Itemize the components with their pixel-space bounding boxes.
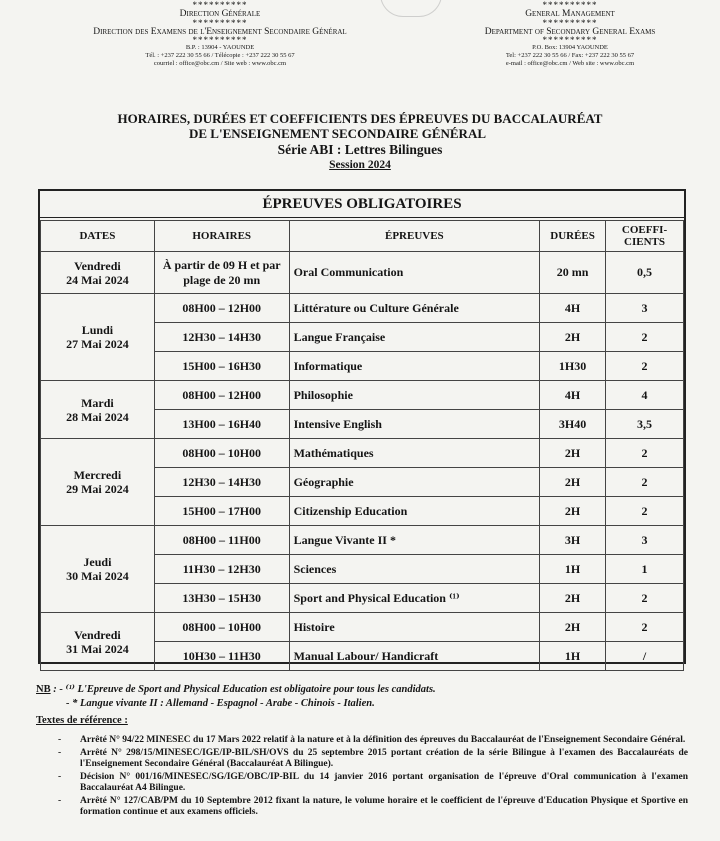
header-left-stars3: ********** bbox=[192, 35, 248, 45]
title-serie: Série ABI : Lettres Bilingues bbox=[277, 142, 443, 157]
date-value: 24 Mai 2024 bbox=[66, 272, 129, 287]
cell-horaire: 11H30 – 12H30 bbox=[154, 555, 289, 584]
date-day: Jeudi bbox=[83, 555, 112, 569]
cell-duree: 2H bbox=[540, 468, 606, 497]
cell-epreuve: Histoire bbox=[289, 613, 540, 642]
cell-duree: 20 mn bbox=[540, 252, 606, 294]
cell-coefficient: 2 bbox=[606, 613, 684, 642]
reference-text: Arrêté N° 94/22 MINESEC du 17 Mars 2022 relatif à la nature et à la définition des épreuves du Baccalauréat de l'Enseignement Secondaire Général. bbox=[80, 735, 686, 745]
cell-epreuve: Intensive English bbox=[289, 410, 540, 439]
cell-duree: 3H bbox=[540, 526, 606, 555]
reference-text: Décision N° 001/16/MINESEC/SG/IGE/OBC/IP-BIL du 14 janvier 2016 portant organisation de l'épreuve d'Oral communication à l'examen Baccalauréat A4 Bilingue. bbox=[80, 771, 688, 793]
cell-epreuve: Citizenship Education bbox=[289, 497, 540, 526]
header-right-tel: Tel: +237 222 30 55 66 / Fax: +237 222 30 55 67 bbox=[505, 52, 635, 59]
cell-horaire: 08H00 – 10H00 bbox=[154, 613, 289, 642]
header-left-dept: Direction des Examens de l'Enseignement Secondaire Général bbox=[93, 26, 347, 37]
header-epreuves: ÉPREUVES bbox=[289, 221, 540, 252]
cell-horaire: 13H00 – 16H40 bbox=[154, 410, 289, 439]
cell-epreuve: Oral Communication bbox=[289, 252, 540, 294]
cell-duree: 4H bbox=[540, 381, 606, 410]
header-right-dept: Department of Secondary General Exams bbox=[484, 26, 656, 37]
cell-duree: 1H bbox=[540, 555, 606, 584]
cell-coefficient: 3 bbox=[606, 526, 684, 555]
cell-coefficient: 1 bbox=[606, 555, 684, 584]
cell-horaire: 12H30 – 14H30 bbox=[154, 468, 289, 497]
cell-duree: 4H bbox=[540, 294, 606, 323]
reference-item bbox=[58, 796, 688, 819]
table-row bbox=[41, 252, 684, 294]
header-left-bp: B.P. : 13904 - YAOUNDE bbox=[185, 44, 255, 51]
cell-epreuve: Sport and Physical Education ⁽¹⁾ bbox=[289, 584, 540, 613]
date-day: Lundi bbox=[81, 323, 114, 337]
nb-text-1: : - ⁽¹⁾ L'Epreuve de Sport and Physical Education est obligatoire pour tous les candidats. bbox=[53, 684, 436, 695]
cell-epreuve: Langue Française bbox=[289, 323, 540, 352]
cell-coefficient: 2 bbox=[606, 323, 684, 352]
cell-coefficient: 2 bbox=[606, 352, 684, 381]
reference-text: Arrêté N° 127/CAB/PM du 10 Septembre 2012 fixant la nature, le volume horaire et le coefficient de l'épreuve d'Education Physique et Sportive en formation continue et aux examens officiels. bbox=[80, 795, 688, 817]
cell-coefficient: 2 bbox=[606, 439, 684, 468]
header-durees: DURÉES bbox=[540, 221, 606, 252]
bullet-icon: - bbox=[58, 735, 62, 745]
header-coefficients: COEFFI-CIENTS bbox=[606, 221, 684, 252]
header-left-org: Direction Générale bbox=[179, 9, 261, 19]
table-header-row bbox=[41, 221, 684, 252]
cell-epreuve: Manual Labour/ Handicraft bbox=[289, 642, 540, 671]
cell-coefficient: 2 bbox=[606, 584, 684, 613]
cell-horaire: 15H00 – 17H00 bbox=[154, 497, 289, 526]
cell-duree: 1H30 bbox=[540, 352, 606, 381]
cell-coefficient: 3 bbox=[606, 294, 684, 323]
reference-item bbox=[58, 772, 688, 795]
cell-horaire: 08H00 – 12H00 bbox=[154, 294, 289, 323]
header-left-web: courriel : office@obc.cm / Site web : www.obc.cm bbox=[153, 60, 287, 67]
nb-line-2: - * Langue vivante II : Allemand - Espagnol - Arabe - Chinois - Italien. bbox=[66, 698, 375, 709]
cell-horaire: 08H00 – 12H00 bbox=[154, 381, 289, 410]
title-line1: HORAIRES, DURÉES ET COEFFICIENTS DES ÉPREUVES DU BACCALAURÉAT bbox=[117, 111, 603, 126]
header-right-stars3: ********** bbox=[542, 35, 598, 45]
date-day: Vendredi bbox=[74, 258, 121, 273]
cell-horaire: 08H00 – 11H00 bbox=[154, 526, 289, 555]
date-day: Mercredi bbox=[73, 468, 122, 482]
date-value: 31 Mai 2024 bbox=[66, 641, 129, 656]
cell-duree: 2H bbox=[540, 497, 606, 526]
cell-duree: 2H bbox=[540, 439, 606, 468]
cell-epreuve: Sciences bbox=[289, 555, 540, 584]
schedule-table-frame bbox=[38, 189, 686, 664]
cell-horaire: 13H30 – 15H30 bbox=[154, 584, 289, 613]
cell-coefficient: 3,5 bbox=[606, 410, 684, 439]
cell-duree: 2H bbox=[540, 323, 606, 352]
header-right-stars: ********** bbox=[542, 0, 598, 10]
cell-coefficient: 0,5 bbox=[606, 252, 684, 294]
header-left-tel: Tél. : +237 222 30 55 66 / Télécopie : +237 222 30 55 67 bbox=[145, 52, 295, 59]
table-body bbox=[41, 252, 684, 671]
table-row bbox=[41, 381, 684, 410]
date-value: 27 Mai 2024 bbox=[66, 337, 129, 351]
cell-epreuve: Géographie bbox=[289, 468, 540, 497]
header-right-web: e-mail : office@obc.cm / Web site : www.obc.cm bbox=[505, 60, 635, 67]
seal-stamp bbox=[380, 0, 442, 17]
nb-line-1 bbox=[36, 683, 696, 697]
cell-coefficient: / bbox=[606, 642, 684, 671]
refs-title: Textes de référence : bbox=[36, 715, 128, 726]
header-dates: DATES bbox=[41, 221, 155, 252]
cell-epreuve: Littérature ou Culture Générale bbox=[289, 294, 540, 323]
cell-horaire: 08H00 – 10H00 bbox=[154, 439, 289, 468]
document-title bbox=[0, 112, 720, 172]
cell-coefficient: 2 bbox=[606, 468, 684, 497]
refs-list bbox=[58, 735, 688, 820]
header-left-stars2: ********** bbox=[192, 17, 248, 28]
cell-date bbox=[41, 381, 155, 439]
reference-item bbox=[58, 748, 688, 771]
schedule-table bbox=[40, 220, 684, 671]
header-horaires: HORAIRES bbox=[154, 221, 289, 252]
header-right-org: General Management bbox=[525, 9, 615, 19]
cell-epreuve: Philosophie bbox=[289, 381, 540, 410]
cell-duree: 2H bbox=[540, 584, 606, 613]
cell-duree: 2H bbox=[540, 613, 606, 642]
table-banner: ÉPREUVES OBLIGATOIRES bbox=[40, 191, 684, 218]
date-day: Vendredi bbox=[74, 627, 121, 642]
date-value: 30 Mai 2024 bbox=[66, 569, 129, 583]
table-row bbox=[41, 439, 684, 468]
notes bbox=[36, 683, 696, 711]
cell-epreuve: Informatique bbox=[289, 352, 540, 381]
cell-horaire: À partir de 09 H et par plage de 20 mn bbox=[154, 252, 289, 294]
cell-duree: 1H bbox=[540, 642, 606, 671]
cell-date bbox=[41, 439, 155, 526]
cell-date bbox=[41, 252, 155, 294]
header-right bbox=[445, 2, 695, 68]
header-right-bp: P.O. Box: 13904 YAOUNDE bbox=[532, 44, 608, 51]
cell-date bbox=[41, 294, 155, 381]
bullet-icon: - bbox=[58, 747, 62, 758]
reference-item bbox=[58, 735, 688, 747]
cell-epreuve: Mathématiques bbox=[289, 439, 540, 468]
header-right-stars2: ********** bbox=[542, 17, 598, 28]
cell-coefficient: 4 bbox=[606, 381, 684, 410]
cell-epreuve: Langue Vivante II * bbox=[289, 526, 540, 555]
date-value: 29 Mai 2024 bbox=[66, 482, 129, 496]
bullet-icon: - bbox=[58, 795, 62, 806]
bullet-icon: - bbox=[58, 771, 62, 782]
title-line2: DE L'ENSEIGNEMENT SECONDAIRE GÉNÉRAL bbox=[188, 126, 487, 141]
reference-text: Arrêté N° 298/15/MINESEC/IGE/IP-BIL/SH/OVS du 25 septembre 2015 portant création de la série Bilingue à l'examen des Baccalauréats de l'Enseignement Secondaire Général (Baccalauréat A Bilingue). bbox=[80, 747, 688, 769]
table-row bbox=[41, 294, 684, 323]
header-left-stars: ********** bbox=[192, 0, 248, 10]
cell-duree: 3H40 bbox=[540, 410, 606, 439]
title-session: Session 2024 bbox=[329, 159, 391, 171]
cell-horaire: 10H30 – 11H30 bbox=[154, 642, 289, 671]
table-row bbox=[41, 526, 684, 555]
cell-date bbox=[41, 613, 155, 671]
nb-label: NB bbox=[36, 684, 51, 695]
cell-horaire: 15H00 – 16H30 bbox=[154, 352, 289, 381]
cell-date bbox=[41, 526, 155, 613]
table-row bbox=[41, 613, 684, 642]
date-day: Mardi bbox=[81, 395, 114, 410]
header-left bbox=[70, 2, 370, 68]
cell-coefficient: 2 bbox=[606, 497, 684, 526]
cell-horaire: 12H30 – 14H30 bbox=[154, 323, 289, 352]
date-value: 28 Mai 2024 bbox=[66, 409, 129, 424]
